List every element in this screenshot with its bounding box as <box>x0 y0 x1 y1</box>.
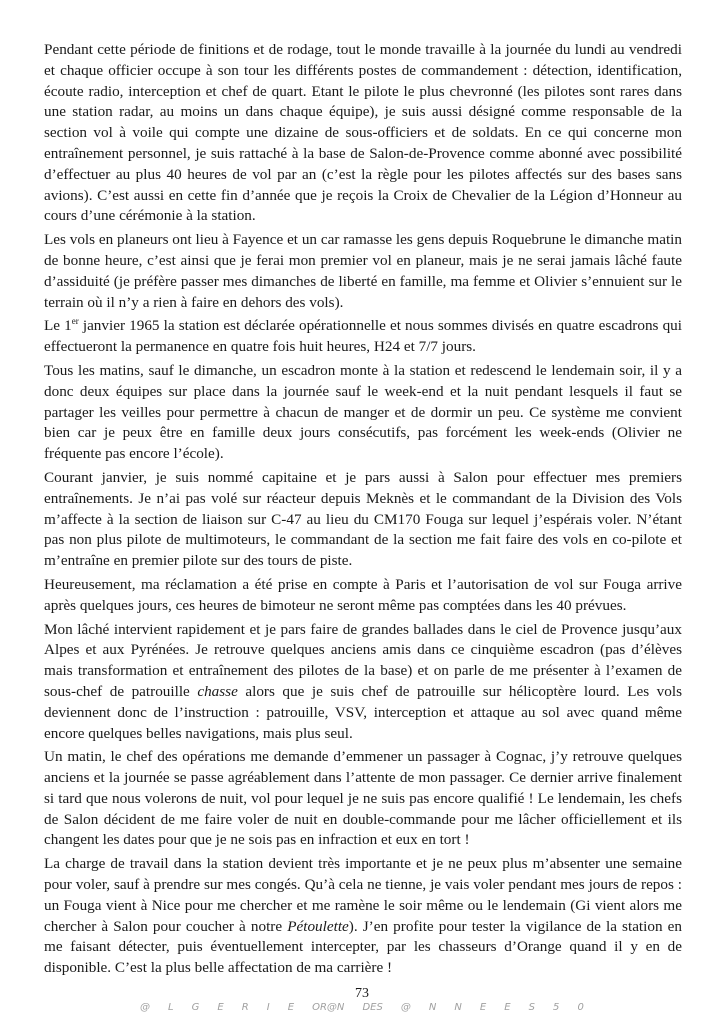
footer-letter: S <box>528 1002 535 1013</box>
footer-letter: N <box>428 1002 437 1013</box>
paragraph-3-end: janvier 1965 la station est déclarée opérationnelle et nous sommes divisés en quatre escadrons qui effectueront la permanence en quatre fois huit heures, H24 et 7/7 jours. <box>44 317 682 356</box>
footer-letter: I <box>266 1002 270 1013</box>
footer-letter: @ <box>400 1002 411 1013</box>
paragraph-4: Tous les matins, sauf le dimanche, un escadron monte à la station et redescend le lendemain soir, il y a donc deux équipes sur place dans la journée sauf le week-end et la nuit pendant lesquels il faut se partager les veilles pour permettre à chacun de manger et de dormir un peu. Ce système me convient bien car je peux être en famille deux jours consécutifs, pas forcément les week-ends (Olivier ne fréquente pas encore l’école). <box>44 361 682 463</box>
footer-letter: E <box>479 1002 487 1013</box>
paragraph-1: Pendant cette période de finitions et de rodage, tout le monde travaille à la journée du lundi au vendredi et chaque officier occupe à son tour les différents postes de commandement : détection, identification, écoute radio, interception et chef de quart. Etant le pilote le plus chevronné (les pilotes sont rares dans une station radar, au moins un dans chaque équipe), je suis aussi désigné comme responsable de la section vol à voile qui compte une dizaine de sous-officiers et de soldats. En ce qui concerne mon entraînement personnel, je suis rattaché à la base de Salon-de-Provence comme abonné avec possibilité d’effectuer au plus 40 heures de vol par an (c’est la règle pour les pilotes affectés sur des bases sans avions). C’est aussi en cette fin d’année que je reçois la Croix de Chevalier de la Légion d’Honneur au cours d’une cérémonie à la station. <box>44 41 682 225</box>
footer-letter: OR@N <box>312 1002 345 1013</box>
paragraph-6: Heureusement, ma réclamation a été prise en compte à Paris et l’autorisation de vol sur Fouga arrive après quelques jours, ces heures de bimoteur ne seront même pas comptées dans les 40 prévues. <box>44 575 682 614</box>
footer-letter: E <box>217 1002 224 1013</box>
paragraph-7-end: alors que je suis chef de patrouille sur hélicoptère lourd. Les vols deviennent donc de l’instruction : patrouille, VSV, interception et attaque au sol avec quand même encore quelques belles navigations, mais plus seul. <box>44 682 683 742</box>
paragraph-8: Un matin, le chef des opérations me demande d’emmener un passager à Cognac, j’y retrouve quelques anciens et la journée se passe agréablement dans l’attente de mon passager. Ce dernier arrive finalement si tard que nous volerons de nuit, vol pour lequel je ne suis pas encore qualifié ! Le lendemain, les chefs de Salon décident de me faire voler de nuit en double-commande pour me lâcher officiellement et ils changent les dates pour que je ne sois pas en infraction et eux en tort ! <box>44 748 682 849</box>
paragraph-9-end: ). J’en profite pour tester la vigilance de la station en me faisant détecter, puis éventuellement intercepter, par les chasseurs d’Orange quand il y en de disponible. C’est la plus belle affectation de ma carrière ! <box>44 917 682 977</box>
footer-letter: E <box>287 1002 295 1013</box>
document-body <box>44 40 682 982</box>
footer-letter: 0 <box>577 1002 584 1013</box>
paragraph-9-start: La charge de travail dans la station devient très importante et je ne peux plus m’absenter une semaine pour voler, sauf à prendre sur mes congés. Qu’à cela ne tienne, je vais voler pendant mes jours de repos : un Fouga vient à Nice pour me chercher et me ramène le soir même ou le lendemain (Gi vient alors me chercher à Salon pour coucher à notre <box>44 855 682 935</box>
footer-banner <box>140 1002 584 1013</box>
paragraph-5: Courant janvier, je suis nommé capitaine et je pars aussi à Salon pour effectuer mes premiers entraînements. Je n’ai pas volé sur réacteur depuis Meknès et le commandant de la Division des Vols m’affecte à la section de liaison sur C-47 au lieu du CM170 Fouga sur lequel j’espérais voler. N’étant pas non plus pilote de multimoteurs, le commandant de la section me fait faire des vols en co-pilote et m’entraîne en premier pilote sur des tours de piste. <box>44 468 682 570</box>
footer-letter: R <box>241 1002 249 1013</box>
footer-letter: G <box>191 1002 200 1013</box>
ordinal-suffix: er <box>71 316 79 327</box>
page-number: 73 <box>355 986 369 1001</box>
footer-letter: DES <box>362 1002 383 1013</box>
paragraph-3 <box>44 316 682 358</box>
paragraph-3-start: Le 1 <box>44 317 72 335</box>
footer-letter: L <box>168 1002 174 1013</box>
paragraph-9 <box>44 854 682 979</box>
italic-word-chasse: chasse <box>197 682 238 700</box>
footer-letter: @ <box>140 1002 150 1013</box>
italic-word-petoulette: Pétoulette <box>287 917 349 935</box>
paragraph-7 <box>44 620 682 745</box>
footer-letter: 5 <box>553 1002 560 1013</box>
footer-letter: E <box>504 1002 511 1013</box>
paragraph-2: Les vols en planeurs ont lieu à Fayence et un car ramasse les gens depuis Roquebrune le dimanche matin de bonne heure, c’est ainsi que je ferai mon premier vol en planeur, mais je ne serai jamais lâché faute d’assiduité (je préfère passer mes dimanches de liberté en famille, ma femme et Olivier s’ennuient sur le terrain où il n’y a rien à faire en dehors des vols). <box>44 231 682 311</box>
paragraph-7-start: Mon lâché intervient rapidement et je pars faire de grandes ballades dans le ciel de Provence jusqu’aux Alpes et aux Pyrénées. Je retrouve quelques anciens amis dans ce cinquième escadron (pas d’élèves mais transformation et entraînement des pilotes de la base) et on parle de me présenter à l’examen de sous-chef de patrouille <box>44 620 682 700</box>
footer-letter: N <box>454 1002 462 1013</box>
